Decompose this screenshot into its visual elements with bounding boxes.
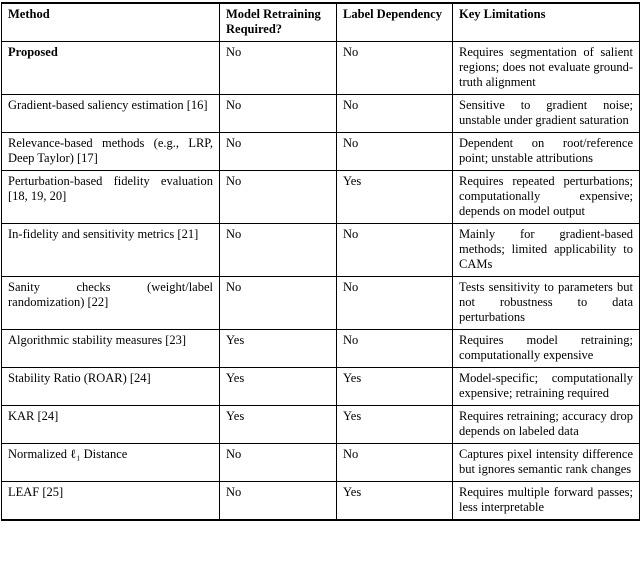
label-dependency-cell: Yes <box>337 171 453 224</box>
table-row <box>2 171 640 224</box>
label-dependency-cell: No <box>337 133 453 171</box>
method-cell: Perturbation-based fidelity evaluation [18, 19, 20] <box>2 171 220 224</box>
retraining-cell: No <box>220 277 337 330</box>
limitations-cell: Mainly for gradient-based methods; limited applicability to CAMs <box>453 224 640 277</box>
label-dependency-cell: No <box>337 330 453 368</box>
label-dependency-cell: Yes <box>337 406 453 444</box>
method-cell: KAR [24] <box>2 406 220 444</box>
label-dependency-cell: No <box>337 95 453 133</box>
table-row <box>2 42 640 95</box>
column-header-key-limitations: Key Limitations <box>453 3 640 42</box>
method-cell: Gradient-based saliency estimation [16] <box>2 95 220 133</box>
retraining-cell: No <box>220 171 337 224</box>
table-row <box>2 406 640 444</box>
limitations-cell: Dependent on root/reference point; unstable attributions <box>453 133 640 171</box>
retraining-cell: No <box>220 42 337 95</box>
method-comparison-table <box>1 2 640 521</box>
table-row <box>2 482 640 521</box>
retraining-cell: No <box>220 444 337 482</box>
method-cell: Normalized ℓ₁ Distance <box>2 444 220 482</box>
method-cell: Proposed <box>2 42 220 95</box>
header-row <box>2 3 640 42</box>
limitations-cell: Requires repeated perturbations; computationally expensive; depends on model output <box>453 171 640 224</box>
label-dependency-cell: Yes <box>337 482 453 521</box>
column-header-retraining: Model Retraining Required? <box>220 3 337 42</box>
table-row <box>2 444 640 482</box>
retraining-cell: Yes <box>220 406 337 444</box>
method-cell: LEAF [25] <box>2 482 220 521</box>
label-dependency-cell: No <box>337 42 453 95</box>
limitations-cell: Requires segmentation of salient regions; does not evaluate ground-truth alignment <box>453 42 640 95</box>
table-row <box>2 133 640 171</box>
method-cell: In-fidelity and sensitivity metrics [21] <box>2 224 220 277</box>
retraining-cell: Yes <box>220 330 337 368</box>
table-row <box>2 368 640 406</box>
retraining-cell: No <box>220 95 337 133</box>
label-dependency-cell: No <box>337 277 453 330</box>
limitations-cell: Requires multiple forward passes; less interpretable <box>453 482 640 521</box>
method-cell: Relevance-based methods (e.g., LRP, Deep Taylor) [17] <box>2 133 220 171</box>
retraining-cell: No <box>220 133 337 171</box>
table-row <box>2 330 640 368</box>
retraining-cell: Yes <box>220 368 337 406</box>
column-header-label-dependency: Label Dependency <box>337 3 453 42</box>
limitations-cell: Requires retraining; accuracy drop depends on labeled data <box>453 406 640 444</box>
column-header-method: Method <box>2 3 220 42</box>
label-dependency-cell: No <box>337 444 453 482</box>
table-row <box>2 224 640 277</box>
table-row <box>2 277 640 330</box>
table-row <box>2 95 640 133</box>
limitations-cell: Sensitive to gradient noise; unstable under gradient saturation <box>453 95 640 133</box>
limitations-cell: Tests sensitivity to parameters but not robustness to data perturbations <box>453 277 640 330</box>
retraining-cell: No <box>220 482 337 521</box>
method-cell: Stability Ratio (ROAR) [24] <box>2 368 220 406</box>
limitations-cell: Requires model retraining; computationally expensive <box>453 330 640 368</box>
method-cell: Sanity checks (weight/label randomization) [22] <box>2 277 220 330</box>
label-dependency-cell: Yes <box>337 368 453 406</box>
method-cell: Algorithmic stability measures [23] <box>2 330 220 368</box>
limitations-cell: Captures pixel intensity difference but ignores semantic rank changes <box>453 444 640 482</box>
limitations-cell: Model-specific; computationally expensive; retraining required <box>453 368 640 406</box>
label-dependency-cell: No <box>337 224 453 277</box>
retraining-cell: No <box>220 224 337 277</box>
